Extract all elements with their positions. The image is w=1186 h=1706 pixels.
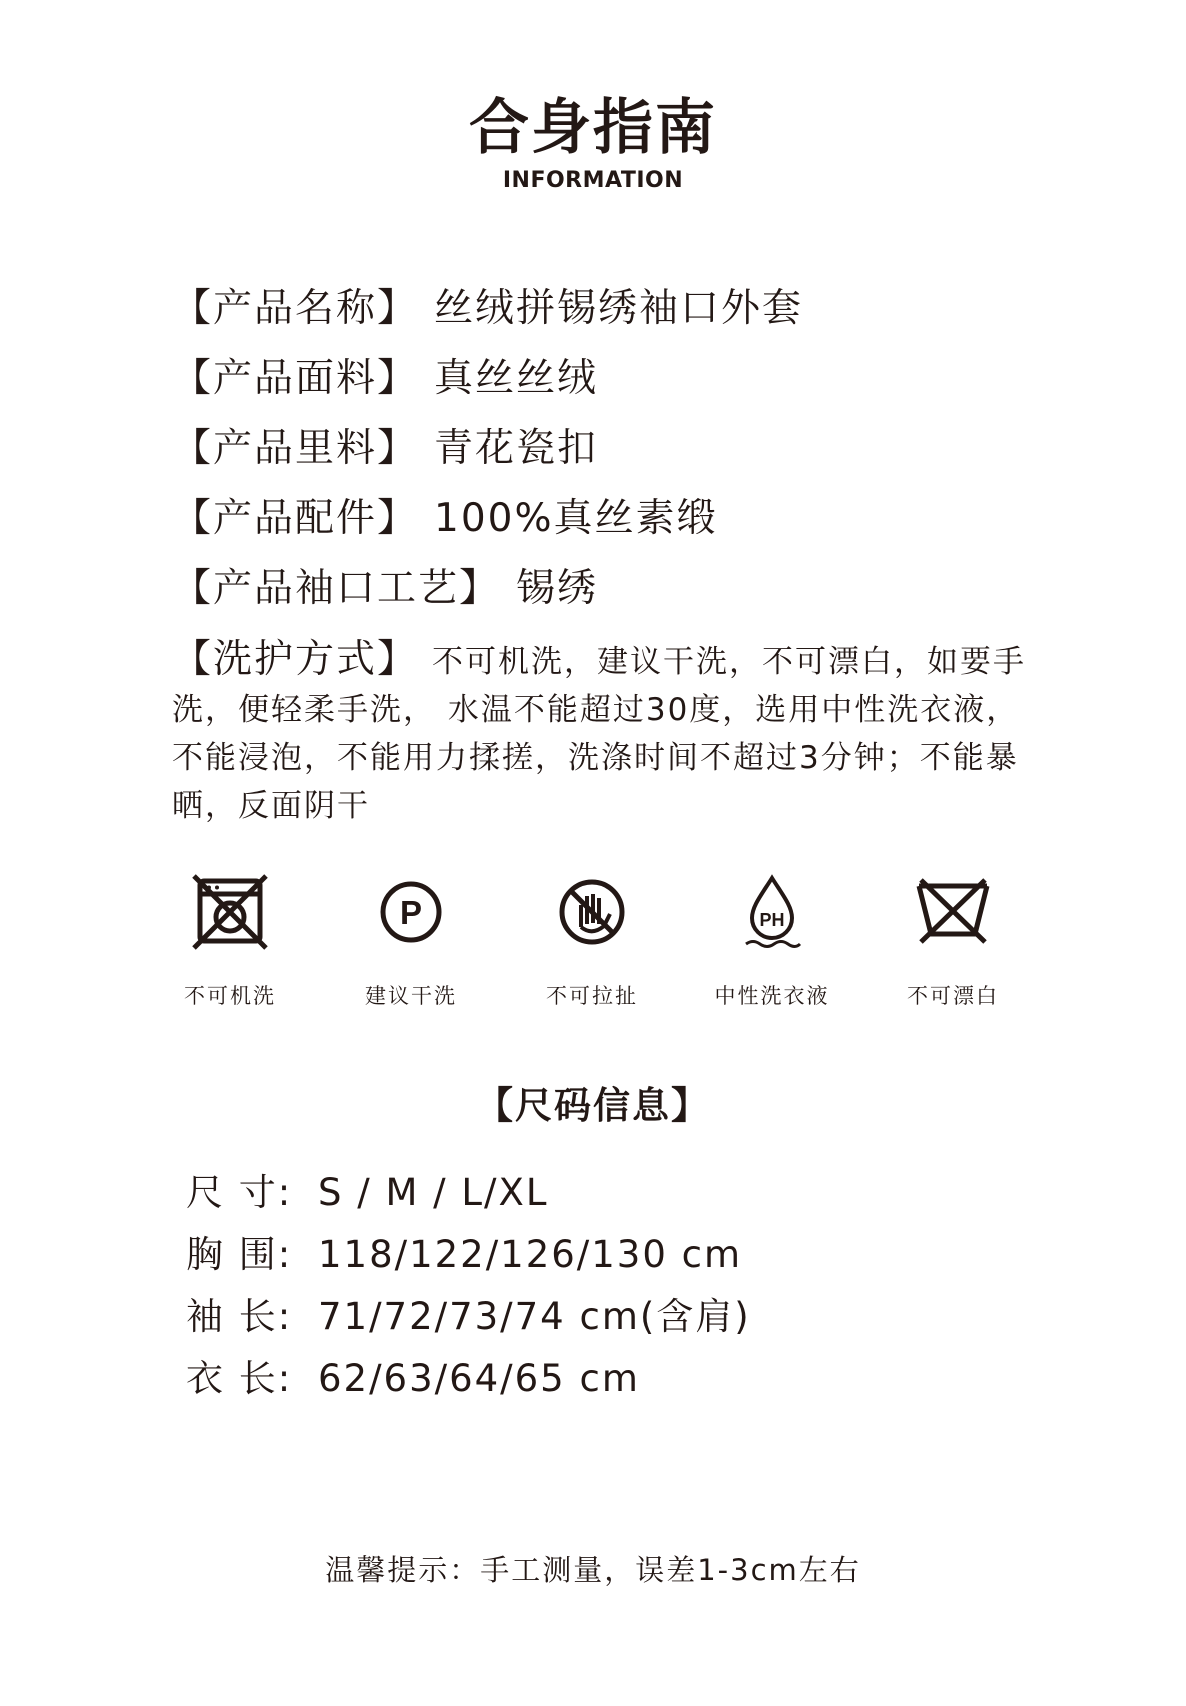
page-subtitle: INFORMATION xyxy=(502,168,684,193)
care-icon-item xyxy=(858,872,1048,1010)
product-cuff-craft-value: 锡绣 xyxy=(516,566,599,611)
product-accessory-row xyxy=(172,494,718,544)
no-pull-label: 不可拉扯 xyxy=(546,984,638,1008)
size-section-title: 【尺码信息】 xyxy=(476,1084,710,1127)
no-pull-icon xyxy=(552,872,632,952)
product-lining-value: 青花瓷扣 xyxy=(434,426,599,471)
product-name-row xyxy=(172,284,803,334)
no-machine-wash-label: 不可机洗 xyxy=(184,984,276,1008)
care-icon-item xyxy=(497,872,687,1010)
size-label: 尺 寸: xyxy=(186,1171,293,1214)
sleeve-value: 71/72/73/74 cm(含肩) xyxy=(318,1295,751,1338)
product-lining-label: 【产品里料】 xyxy=(172,426,419,471)
care-icon-item xyxy=(316,872,506,1010)
no-bleach-icon xyxy=(913,872,993,952)
product-cuff-craft-row xyxy=(172,564,598,614)
care-instructions xyxy=(172,636,1052,830)
chest-row xyxy=(186,1230,742,1280)
measurement-note: 温馨提示：手工测量，误差1-3cm左右 xyxy=(325,1553,861,1587)
product-fabric-value: 真丝丝绒 xyxy=(434,356,599,401)
neutral-detergent-label: 中性洗衣液 xyxy=(714,984,830,1008)
sleeve-label: 袖 长: xyxy=(186,1295,293,1338)
product-name-label: 【产品名称】 xyxy=(172,286,419,331)
product-accessory-label: 【产品配件】 xyxy=(172,496,419,541)
product-lining-row xyxy=(172,424,598,474)
length-row xyxy=(186,1354,640,1404)
product-fabric-row xyxy=(172,354,598,404)
product-name-value: 丝绒拼锡绣袖口外套 xyxy=(434,286,804,331)
dry-clean-label: 建议干洗 xyxy=(365,984,457,1008)
chest-label: 胸 围: xyxy=(186,1233,293,1276)
care-label: 【洗护方式】 xyxy=(172,637,419,682)
svg-text:PH: PH xyxy=(759,910,785,930)
care-icon-item xyxy=(135,872,325,1010)
length-value: 62/63/64/65 cm xyxy=(318,1357,640,1400)
size-value: S / M / L/XL xyxy=(318,1171,549,1214)
neutral-detergent-icon xyxy=(732,872,812,952)
no-bleach-label: 不可漂白 xyxy=(907,984,999,1008)
svg-text:P: P xyxy=(399,894,423,931)
product-cuff-craft-label: 【产品袖口工艺】 xyxy=(172,566,501,611)
dry-clean-icon xyxy=(371,872,451,952)
care-text: 不可机洗，建议干洗，不可漂白，如要手洗，便轻柔手洗， 水温不能超过30度，选用中性洗衣液，不能浸泡，不能用力揉搓，洗涤时间不超过3分钟；不能暴晒，反面阴干 xyxy=(172,644,1027,824)
product-accessory-value: 100%真丝素缎 xyxy=(434,496,718,541)
no-machine-wash-icon xyxy=(190,872,270,952)
product-fabric-label: 【产品面料】 xyxy=(172,356,419,401)
size-row xyxy=(186,1168,548,1218)
sleeve-row xyxy=(186,1292,751,1342)
page-title: 合身指南 xyxy=(469,93,717,163)
care-icon-item xyxy=(677,872,867,1010)
chest-value: 118/122/126/130 cm xyxy=(318,1233,743,1276)
length-label: 衣 长: xyxy=(186,1357,293,1400)
